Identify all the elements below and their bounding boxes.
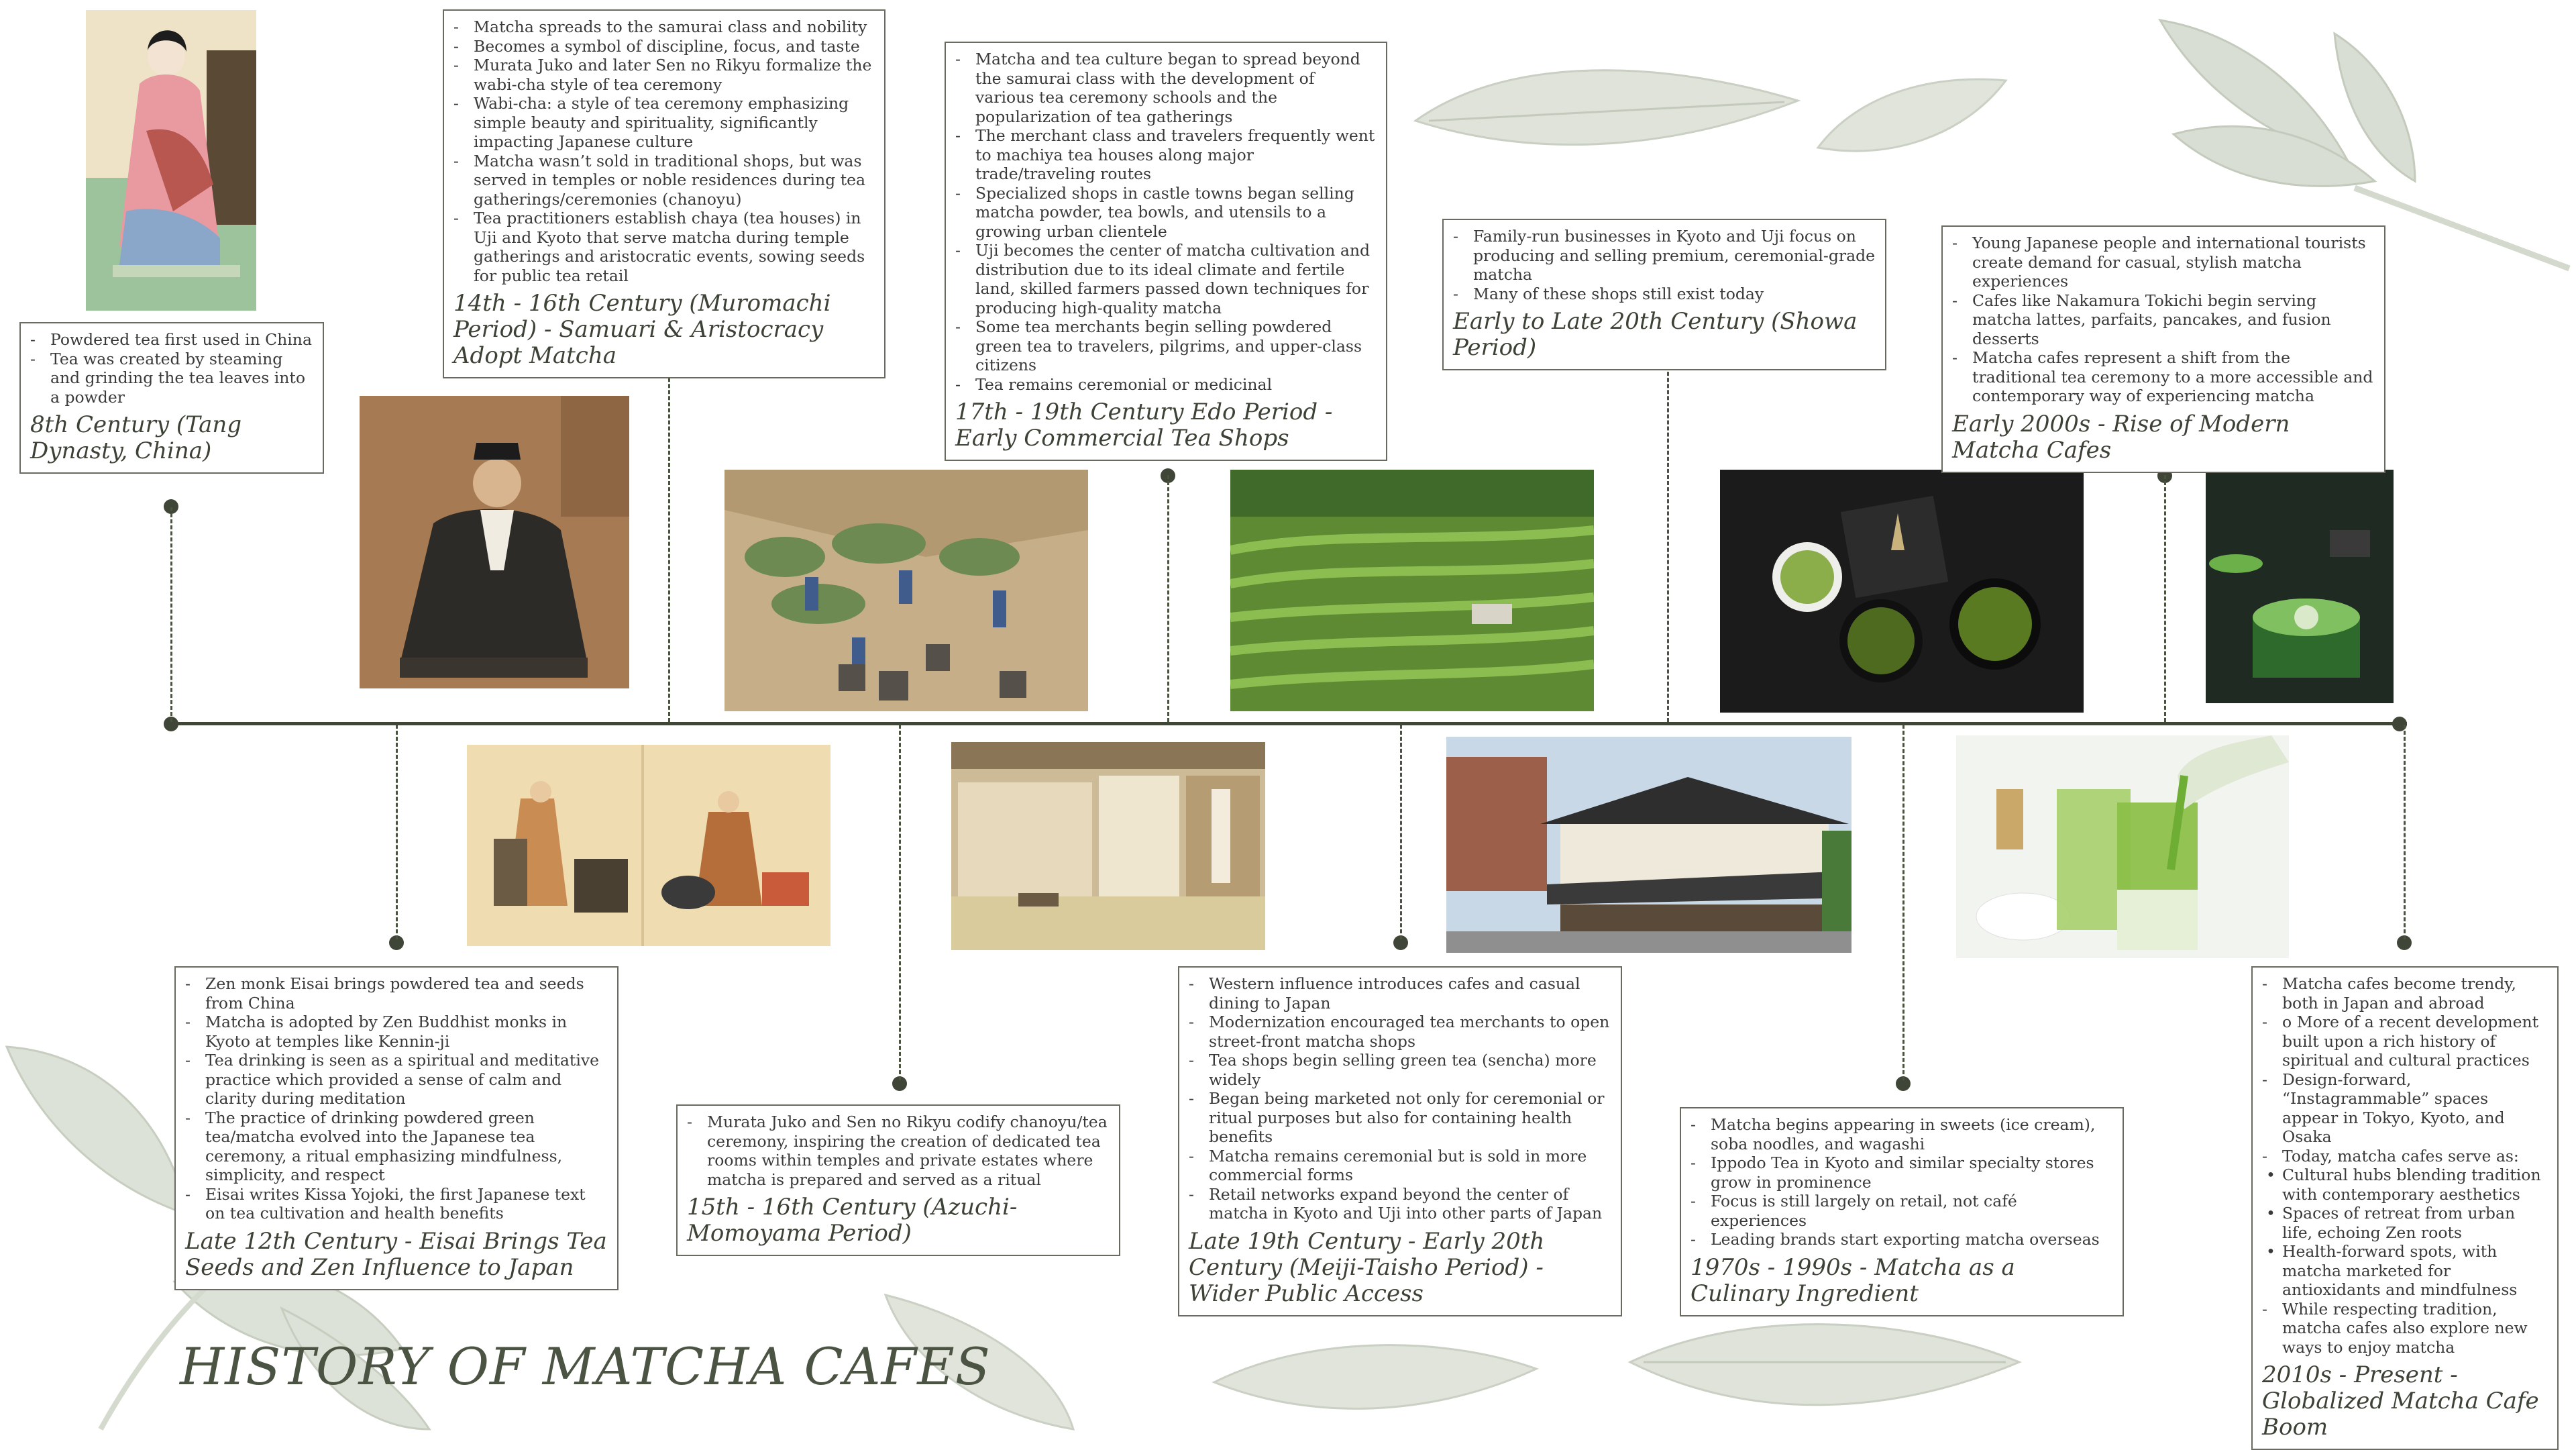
timeline-connector [2404, 725, 2406, 939]
timeline-axis [172, 722, 2407, 725]
bullet: - Tea shops begin selling green tea (sencha) more widely [1209, 1051, 1611, 1089]
event-card-eisai [174, 966, 619, 1290]
event-heading: 14th - 16th Century (Muromachi Period) - Samuari & Aristocracy Adopt Matcha [453, 290, 831, 369]
bullet: - o More of a recent development built upon a rich history of spiritual and cultural practices [2282, 1013, 2548, 1070]
bullet: - Tea practitioners establish chaya (tea houses) in Uji and Kyoto that serve matcha during temple gatherings and aristocratic events, sowing seeds for public tea retail [474, 209, 875, 285]
timeline-connector [396, 725, 398, 939]
page-title: HISTORY OF MATCHA CAFES [180, 1337, 991, 1396]
event-card-edo [945, 42, 1387, 461]
event-heading: 1970s - 1990s - Matcha as a Culinary Ingredient [1690, 1253, 2015, 1307]
timeline-connector [1167, 475, 1169, 722]
event-bullets [2262, 1300, 2548, 1357]
bullet: - Powdered tea first used in China [50, 330, 313, 350]
event-bullets [2262, 974, 2548, 1166]
bullet: - Design-forward, “Instagrammable” spaces appear in Tokyo, Kyoto, and Osaka [2282, 1070, 2548, 1147]
event-heading: Early 2000s - Rise of Modern Matcha Cafes [1952, 410, 2290, 464]
event-card-global [2251, 966, 2559, 1450]
bullet: - Tea remains ceremonial or medicinal [975, 375, 1377, 395]
tatami-tea-room [951, 742, 1265, 950]
matcha-bowls-on-slate [1720, 470, 2084, 713]
bullet: - Leading brands start exporting matcha overseas [1711, 1230, 2113, 1249]
bullet: - Matcha is adopted by Zen Buddhist monks in Kyoto at temples like Kennin-ji [205, 1013, 608, 1051]
bullet: - Western influence introduces cafes and casual dining to Japan [1209, 974, 1611, 1013]
event-bullets [30, 330, 313, 407]
bullet: - Tea drinking is seen as a spiritual and meditative practice which provided a sense of calm and clarity during meditation [205, 1051, 608, 1108]
bullet: - Matcha remains ceremonial but is sold in more commercial forms [1209, 1147, 1611, 1185]
bullet: - Zen monk Eisai brings powdered tea and seeds from China [205, 974, 608, 1013]
event-card-tang [19, 322, 324, 474]
event-card-muromachi [443, 9, 885, 378]
sub-bullet: • Cultural hubs blending tradition with contemporary aesthetics [2282, 1166, 2548, 1204]
bullet: - Focus is still largely on retail, not café experiences [1711, 1192, 2113, 1230]
kimono-woman-painting [86, 10, 256, 311]
bullet: - Uji becomes the center of matcha cultivation and distribution due to its ideal climate and fertile land, skilled farmers passed down techniques for producing high-quality matcha [975, 241, 1377, 317]
bullet: - Murata Juko and later Sen no Rikyu formalize the wabi-cha style of tea ceremony [474, 56, 875, 94]
event-heading: 17th - 19th Century Edo Period - Early Commercial Tea Shops [955, 399, 1333, 452]
bullet: - Family-run businesses in Kyoto and Uji focus on producing and selling premium, ceremonial-grade matcha [1473, 227, 1876, 284]
sub-bullet: • Spaces of retreat from urban life, echoing Zen roots [2282, 1204, 2548, 1242]
timeline-connector [1902, 725, 1904, 1080]
timeline-connector [170, 507, 172, 722]
timeline-connector [668, 360, 670, 722]
timeline-connector [1400, 725, 1402, 939]
bullet: - Murata Juko and Sen no Rikyu codify chanoyu/tea ceremony, inspiring the creation of dedicated tea rooms within temples and private estates where matcha is prepared and served as a ritual [707, 1112, 1110, 1189]
event-heading: 2010s - Present - Globalized Matcha Cafe Boom [2262, 1361, 2539, 1441]
event-card-showa [1442, 219, 1886, 370]
event-card-culinary [1680, 1107, 2124, 1316]
bullet: - Ippodo Tea in Kyoto and similar specialty stores grow in prominence [1711, 1153, 2113, 1192]
bullet: - Tea was created by steaming and grinding the tea leaves into a powder [50, 350, 313, 407]
event-heading: Late 19th Century - Early 20th Century (Meiji-Taisho Period) - Wider Public Access [1189, 1227, 1545, 1307]
bullet: - While respecting tradition, matcha cafes also explore new ways to enjoy matcha [2282, 1300, 2548, 1357]
bullet: - Young Japanese people and international tourists create demand for casual, stylish matcha experiences [1972, 234, 2375, 291]
matcha-latte-pour [1956, 735, 2289, 958]
bullet: - Matcha cafes represent a shift from the traditional tea ceremony to a more accessible and contemporary way of experiencing matcha [1972, 348, 2375, 406]
event-heading: Late 12th Century - Eisai Brings Tea Seeds and Zen Influence to Japan [185, 1227, 607, 1281]
event-bullets [1952, 234, 2375, 406]
sen-no-rikyu-portrait [360, 396, 629, 688]
bullet: - Modernization encouraged tea merchants to open street-front matcha shops [1209, 1013, 1611, 1051]
event-heading: 8th Century (Tang Dynasty, China) [30, 411, 242, 464]
event-card-azuchi [676, 1104, 1120, 1256]
bullet: - Matcha and tea culture began to spread beyond the samurai class with the development of various tea ceremony schools and the popularization of tea gatherings [975, 50, 1377, 126]
bullet: - The merchant class and travelers frequently went to machiya tea houses along major trade/traveling routes [975, 126, 1377, 184]
event-heading: 15th - 16th Century (Azuchi-Momoyama Period) [687, 1194, 1018, 1247]
event-heading: Early to Late 20th Century (Showa Period) [1453, 308, 1858, 361]
leaf-top-center-icon [1409, 40, 1811, 174]
leaf-bottom-right-icon [1623, 1302, 2026, 1436]
bullet: - Matcha wasn’t sold in traditional shops, but was served in temples or noble residences during tea gatherings/ceremonies (chanoyu) [474, 152, 875, 209]
event-bullets [1453, 227, 1876, 303]
event-bullets [955, 50, 1377, 394]
tea-plantation-terraces [1230, 470, 1594, 711]
event-bullets [185, 974, 608, 1223]
bullet: - Began being marketed not only for ceremonial or ritual purposes but also for containing health benefits [1209, 1089, 1611, 1147]
event-card-meiji [1178, 966, 1622, 1316]
bullet: - Some tea merchants begin selling powdered green tea to travelers, pilgrims, and upper-class citizens [975, 317, 1377, 375]
tea-harvest-scroll [724, 470, 1088, 711]
bullet: - Retail networks expand beyond the center of matcha in Kyoto and Uji into other parts of Japan [1209, 1185, 1611, 1223]
leaf-small-top-icon [1811, 67, 2012, 168]
bullet: - Many of these shops still exist today [1473, 284, 1876, 304]
eisai-scroll-illustration [467, 745, 830, 946]
event-bullets [453, 17, 875, 285]
bullet: - Cafes like Nakamura Tokichi begin serving matcha lattes, parfaits, pancakes, and fusion desserts [1972, 291, 2375, 349]
event-bullets [687, 1112, 1110, 1189]
timeline-connector [899, 725, 901, 1080]
timeline-connector [2164, 475, 2166, 722]
event-bullets [1189, 974, 1611, 1223]
sub-bullet: • Health-forward spots, with matcha marketed for antioxidants and mindfulness [2282, 1242, 2548, 1300]
event-bullets [1690, 1115, 2113, 1249]
bullet: - Matcha begins appearing in sweets (ice cream), soba noodles, and wagashi [1711, 1115, 2113, 1153]
bullet: - Wabi-cha: a style of tea ceremony emphasizing simple beauty and spirituality, significantly impacting Japanese culture [474, 94, 875, 152]
bullet: - Specialized shops in castle towns began selling matcha powder, tea bowls, and utensils to a growing urban clientele [975, 184, 1377, 242]
event-card-modern [1941, 225, 2385, 473]
bullet: - Matcha cafes become trendy, both in Japan and abroad [2282, 974, 2548, 1013]
matcha-tin-product [2206, 470, 2394, 703]
timeline-connector [1667, 360, 1669, 722]
bullet: - Today, matcha cafes serve as: [2282, 1147, 2548, 1166]
bullet: - Matcha spreads to the samurai class and nobility [474, 17, 875, 37]
kyoto-tea-shop-storefront [1446, 737, 1851, 953]
bullet: - The practice of drinking powdered green tea/matcha evolved into the Japanese tea ceremony, a ritual emphasizing mindfulness, simplicity, and respect [205, 1108, 608, 1185]
event-sub-bullets [2262, 1166, 2548, 1300]
leaf-bottom-center-icon [1208, 1329, 1543, 1429]
bullet: - Becomes a symbol of discipline, focus, and taste [474, 37, 875, 56]
bullet: - Eisai writes Kissa Yojoki, the first Japanese text on tea cultivation and health benefits [205, 1185, 608, 1223]
